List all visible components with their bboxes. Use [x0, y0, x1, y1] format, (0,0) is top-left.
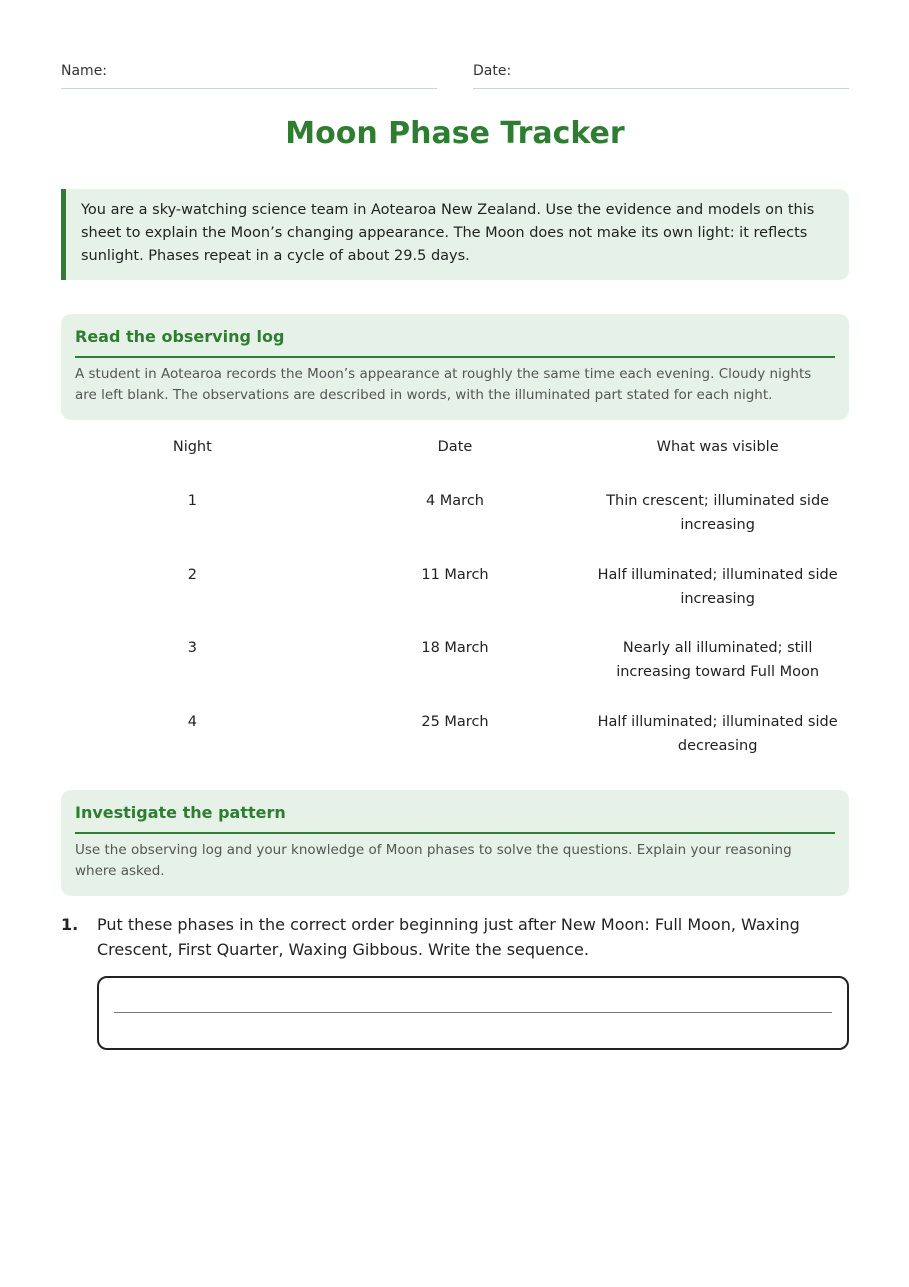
investigate-section [61, 790, 849, 896]
observing-log-section [61, 314, 849, 420]
observing-log-title: Read the observing log [75, 324, 835, 358]
header-date: Date [437, 439, 473, 455]
table-row [61, 543, 849, 617]
header-fields [61, 60, 849, 90]
cell-visible: Nearly all illuminated; still increasing toward Full Moon [616, 640, 820, 680]
date-field[interactable] [473, 60, 849, 89]
cell-night: 4 [187, 714, 197, 730]
investigate-title: Investigate the pattern [75, 800, 835, 834]
cell-night: 1 [187, 493, 197, 509]
question-text: Put these phases in the correct order beginning just after New Moon: Full Moon, Waxing Crescent, First Quarter, Waxing Gibbous. Write the sequence. [97, 915, 800, 959]
intro-callout: You are a sky-watching science team in Aotearoa New Zealand. Use the evidence and models on this sheet to explain the Moon’s changing appearance. The Moon does not make its own light: it reflects sunlight. Phases repeat in a cycle of about 29.5 days. [61, 189, 849, 280]
table-header-row [61, 430, 849, 469]
cell-visible: Half illuminated; illuminated side increasing [597, 567, 838, 607]
question-number: 1. [61, 915, 79, 934]
answer-box[interactable] [97, 976, 849, 1050]
cell-visible: Half illuminated; illuminated side decreasing [597, 714, 838, 754]
table-row [61, 692, 849, 764]
table-row [61, 469, 849, 543]
observing-log-description: A student in Aotearoa records the Moon’s appearance at roughly the same time each evening. Cloudy nights are left blank. The observations are described in words, with the illuminated part stated for each night. [75, 366, 812, 403]
observing-log-table [61, 430, 849, 764]
cell-date: 25 March [421, 714, 489, 730]
answer-line [114, 1012, 832, 1013]
name-label: Name: [61, 63, 108, 79]
page-title: Moon Phase Tracker [285, 116, 625, 151]
cell-date: 4 March [425, 493, 484, 509]
date-label: Date: [473, 63, 512, 79]
cell-date: 18 March [421, 640, 489, 656]
cell-night: 3 [187, 640, 197, 656]
cell-night: 2 [187, 567, 197, 583]
cell-visible: Thin crescent; illuminated side increasing [606, 493, 830, 533]
header-visible: What was visible [656, 439, 779, 455]
investigate-description: Use the observing log and your knowledge of Moon phases to solve the questions. Explain your reasoning where asked. [75, 842, 792, 879]
table-row [61, 617, 849, 692]
cell-date: 11 March [421, 567, 489, 583]
header-night: Night [172, 439, 212, 455]
name-field[interactable] [61, 60, 437, 89]
